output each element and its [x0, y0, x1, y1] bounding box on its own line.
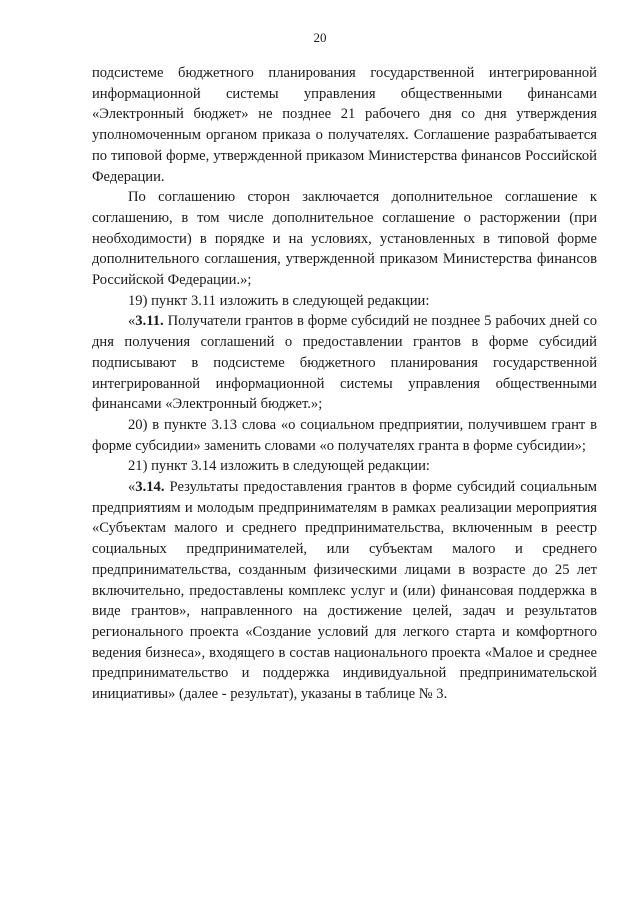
paragraph-item-19: 19) пункт 3.11 изложить в следующей редакции: [128, 292, 430, 309]
paragraph-additional-agreement: По соглашению сторон заключается дополнительное соглашение к соглашению, в том числе дополнительное соглашение о расторжении (при необходимости) в порядке и на условиях, установленных в типовой форме дополнительного соглашения, утвержденной приказом Министерства финансов Российской Федерации.»; [92, 189, 597, 289]
paragraph-continuation: подсистеме бюджетного планирования государственной интегрированной информационной системы управления общественными финансами «Электронный бюджет» не позднее 21 рабочего дня со дня утверждения уполномоченным органом приказа о получателях. Соглашение разрабатывается по типовой форме, утвержденной приказом Министерства финансов Российской Федерации. [92, 65, 597, 185]
document-body [92, 63, 597, 705]
quote-open: « [128, 313, 136, 330]
clause-number-3-11: 3.11. [135, 313, 164, 330]
paragraph-item-21: 21) пункт 3.14 изложить в следующей редакции: [128, 458, 430, 475]
paragraph-clause-3-14 [92, 477, 597, 705]
paragraph-clause-3-11 [92, 311, 597, 415]
quote-open: « [128, 479, 136, 496]
paragraph-item-20: 20) в пункте 3.13 слова «о социальном предприятии, получившем грант в форме субсидии» заменить словами «о получателях гранта в форме субсидии»; [92, 416, 597, 454]
clause-3-14-text: Результаты предоставления грантов в форме субсидий социальным предприятиям и молодым предпринимателям в рамках реализации мероприятия «Субъектам малого и среднего предпринимательства, включенным в реестр социальных предпринимателей, или субъектам малого и среднего предпринимательства, созданным физическими лицами в возрасте до 25 лет включительно, предоставлены комплекс услуг и (или) финансовая поддержка в виде грантов», направленного на достижение целей, задач и результатов регионального проекта «Создание условий для легкого старта и комфортного ведения бизнеса», входящего в состав национального проекта «Малое и среднее предпринимательство и поддержка индивидуальной предпринимательской инициативы» (далее - результат), указаны в таблице № 3. [92, 479, 597, 703]
clause-3-11-text: Получатели грантов в форме субсидий не позднее 5 рабочих дней со дня получения соглашений о предоставлении грантов в форме субсидий подписывают в подсистеме бюджетного планирования государственной интегрированной информационной системы управления общественными финансами «Электронный бюджет.»; [92, 313, 597, 413]
clause-number-3-14: 3.14. [135, 479, 165, 496]
page-number: 20 [313, 30, 327, 45]
